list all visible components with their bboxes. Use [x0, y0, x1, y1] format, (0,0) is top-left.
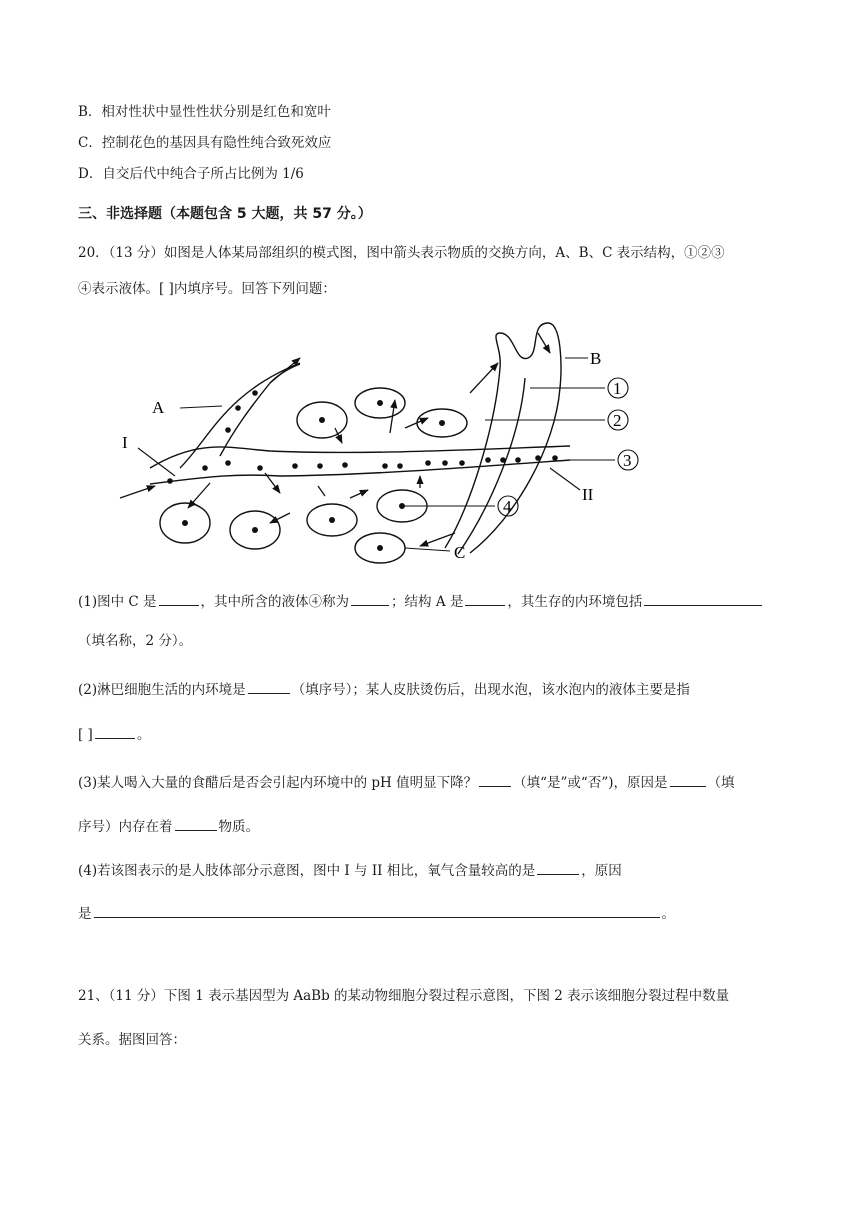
answer-blank[interactable]: [351, 591, 389, 606]
answer-blank[interactable]: [248, 679, 290, 694]
q20-part4: (4)若该图表示的是人肢体部分示意图，图中 I 与 II 相比，氧气含量较高的是 ，原因: [78, 860, 622, 881]
tissue-diagram: [110, 308, 670, 570]
label-c: C: [454, 543, 466, 562]
answer-blank[interactable]: [644, 591, 762, 606]
q20-part3: (3)某人喝入大量的食醋后是否会引起内环境中的 pH 值明显下降？ （填“是”或“否”)，原因是 （填: [78, 772, 735, 793]
label-circle-3: 3: [623, 451, 632, 470]
option-d: D．自交后代中纯合子所占比例为 1/6: [78, 166, 304, 182]
q21-intro-line-1: 21、（11 分）下图 1 表示基因型为 AaBb 的某动物细胞分裂过程示意图，下图 2 表示该细胞分裂过程中数量: [78, 988, 730, 1004]
answer-blank[interactable]: [175, 816, 217, 831]
vessel-a-left-wall: [180, 363, 300, 468]
label-a: A: [152, 398, 165, 417]
answer-blank[interactable]: [670, 772, 706, 787]
q20-intro-line-2: ④表示液体。[ ]内填序号。回答下列问题：: [78, 281, 336, 297]
label-ii: II: [582, 485, 594, 504]
q20-part2: (2)淋巴细胞生活的内环境是 （填序号）；某人皮肤烫伤后，出现水泡，该水泡内的液体主要是指: [78, 679, 690, 700]
label-circle-4: 4: [503, 497, 512, 516]
q20-intro-line-1: 20．（13 分）如图是人体某局部组织的模式图，图中箭头表示物质的交换方向，A、B、C 表示结构，①②③: [78, 245, 725, 261]
option-b: B．相对性状中显性性状分别是红色和宽叶: [78, 104, 331, 120]
section-title: 三、非选择题（本题包含 5 大题，共 57 分。）: [78, 206, 372, 222]
vessel-a-right-wall: [220, 364, 300, 456]
answer-blank[interactable]: [95, 724, 135, 739]
q20-part3-cont: 序号）内存在着 物质。: [78, 816, 259, 837]
q20-part1: (1)图中 C 是 ，其中所含的液体④称为 ；结构 A 是 ，其生存的内环境包括: [78, 591, 764, 612]
label-circle-1: 1: [613, 379, 622, 398]
answer-blank[interactable]: [94, 903, 660, 918]
label-b: B: [590, 349, 602, 368]
q20-part1-note: （填名称，2 分）。: [78, 633, 193, 649]
q20-part4-cont: 是 。: [78, 903, 675, 924]
capillary-lower-wall: [150, 460, 570, 484]
q20-part2-cont: [ ] 。: [78, 724, 150, 745]
answer-blank[interactable]: [479, 772, 511, 787]
answer-blank[interactable]: [159, 591, 199, 606]
label-circle-2: 2: [613, 411, 622, 430]
lymph-vessel-b: [445, 323, 561, 553]
label-i: I: [122, 433, 128, 452]
option-c: C．控制花色的基因具有隐性纯合致死效应: [78, 135, 332, 151]
q21-intro-line-2: 关系。据图回答：: [78, 1032, 186, 1048]
answer-blank[interactable]: [537, 860, 579, 875]
answer-blank[interactable]: [465, 591, 505, 606]
